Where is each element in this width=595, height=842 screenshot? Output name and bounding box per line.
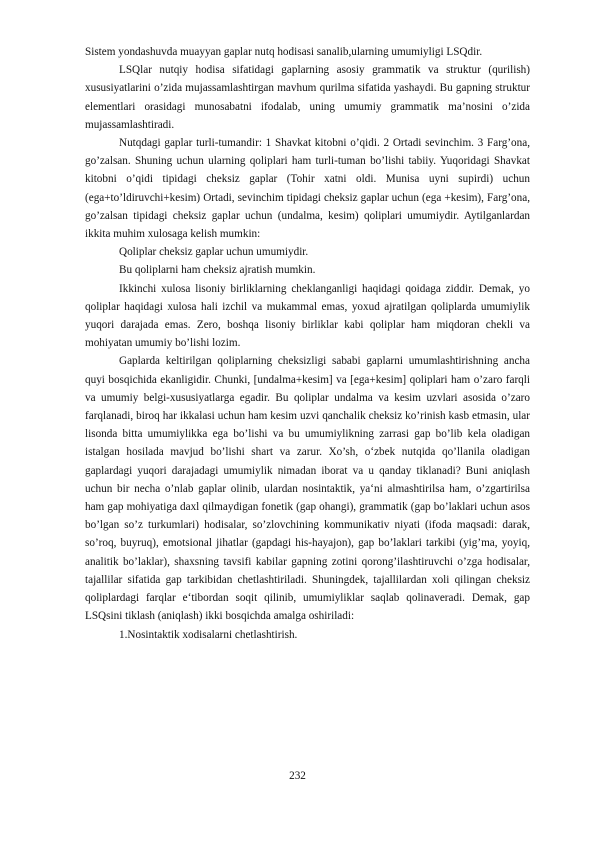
- paragraph: Gaplarda keltirilgan qoliplarning cheksizligi sababi gaplarni umumlashtirishning ancha quyi bosqichida ekanligidir. Chunki, [undalma+kesim] va [ega+kesim] qoliplari ham o’zaro farqli va umumiy belgi-xususiyatlarga egadir. Bu qoliplar undalma va kesim uzvlari asosida o’zaro farqlanadi, biroq har ikkalasi uchun ham kesim uzvi qanchalik cheksiz ko’rinish kasb etmasin, ular lisonda bitta umumiylikka ega bo’lishi va bu umumiylikning zarrasi gap bo’lib kela oladigan istalgan hosilada mavjud bo’lishi shart va zarur. Xo’sh, o‘zbek nutqida qo’llanila oladigan gaplardagi yuqori darajadagi umumiylik nimadan iborat va u qanday tiklanadi? Buni aniqlash uchun bir necha o’nlab gaplar olinib, ulardan nosintaktik, ya‘ni almashtirilsa ham, o’zgartirilsa ham gap mohiyatiga daxl qilmaydigan fonetik (gap ohangi), grammatik (gap bo’laklari uchun asos bo’lgan so’z turkumlari) hodisalar, so’zlovchining kommunikativ niyati (ifoda maqsadi: darak, so’roq, buyruq), emotsional jihatlar (gapdagi his-hayajon), gap bo’laklari tarkibi (yig’ma, yoyiq, analitik bo’laklar), shaxsning tavsifi kabilar gapning zotini qorong’ilashtiruvchi o’zga hodisalar, tajallilar sifatida gap tarkibidan chetlashtiriladi. Shuningdek, tajallilardan xoli qilingan cheksiz qoliplardagi farqlar e‘tibordan soqit qilinib, umumiyliklar saqlab qolinaveradi. Demak, gap LSQsini tiklash (aniqlash) ikki bosqichda amalga oshiriladi:: [85, 355, 530, 623]
- paragraph: Qoliplar cheksiz gaplar uchun umumiydir.: [119, 246, 309, 259]
- paragraph: LSQlar nutqiy hodisa sifatidagi gaplarning asosiy grammatik va struktur (qurilish) xususiyatlarini o’zida mujassamlashtirgan mavhum qurilma sifatida yashaydi. Bu gapning struktur elementlari orasidagi munosabatni ifodalab, uning umumiy grammatik ma’nosini o’zida mujassamlashtiradi.: [85, 64, 530, 131]
- paragraph: Bu qoliplarni ham cheksiz ajratish mumkin.: [119, 264, 316, 277]
- page-number: 232: [289, 770, 306, 782]
- body-text: [85, 43, 530, 644]
- paragraph: Ikkinchi xulosa lisoniy birliklarning cheklanganligi haqidagi qoidaga ziddir. Demak, yo qoliplar haqidagi xulosa hali izchil va mukammal emas, yoxud ajratilgan qoliplarda umumiylik yuqori darajada emas. Zero, boshqa lisoniy birliklar kabi qoliplar ham miqdoran chekli va mohiyatan umumiy bo’lishi lozim.: [85, 282, 530, 350]
- paragraph: 1.Nosintaktik xodisalarni chetlashtirish.: [119, 628, 298, 641]
- paragraph: Sistem yondashuvda muayyan gaplar nutq hodisasi sanalib,ularning umumiyligi LSQdir.: [85, 46, 483, 58]
- paragraph: Nutqdagi gaplar turli-tumandir: 1 Shavkat kitobni o’qidi. 2 Ortadi sevinchim. 3 Farg’ona, go’zalsan. Shuning uchun ularning qoliplari ham turli-tuman bo’lishi tabiiy. Yuqoridagi Shavkat kitobni o’qidi tipidagi cheksiz gaplar (Tohir xatni oldi. Munisa uyni supirdi) uchun (ega+to’ldiruvchi+kesim) Ortadi, sevinchim tipidagi cheksiz gaplar uchun (ega +kesim), Farg’ona, go’zalsan tipidagi cheksiz gaplar uchun (undalma, kesim) qoliplari umumiydir. Aytilganlardan ikkita muhim xulosaga kelish mumkin:: [85, 137, 530, 241]
